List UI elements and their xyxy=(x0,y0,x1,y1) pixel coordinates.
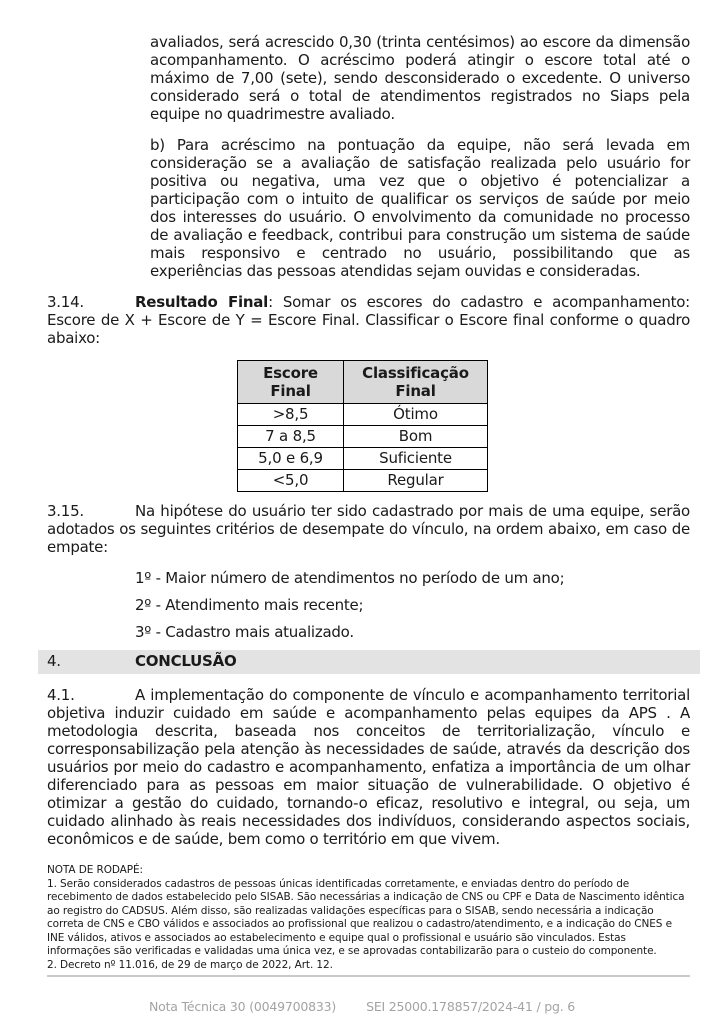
list-item: 2º - Atendimento mais recente; xyxy=(135,596,364,614)
item-3-15 xyxy=(47,502,690,556)
item-4-1-text: A implementação do componente de vínculo e acompanhamento territorial objetiva induzir cuidado em saúde e acompanhamento pelas equipes da APS . A metodologia descrita, baseada nos conceitos de territorialização, vínculo e corresponsabilização pela atenção às necessidades de saúde, através da descrição dos usuários por meio do cadastro e acompanhamento, enfatiza a importância de um olhar diferenciado para as pessoas em maior situação de vulnerabilidade. O objetivo é otimizar a gestão do cuidado, tornando-o eficaz, resolutivo e integral, ou seja, um cuidado alinhado às reais necessidades dos indivíduos, considerando aspectos sociais, econômicos e de saúde, bem como o território em que vivem. xyxy=(47,686,690,848)
item-3-14-text: : Somar os escores do cadastro e acompanhamento: Escore de X + Escore de Y = Escore Final. Classificar o Escore final conforme o quadro abaixo: xyxy=(47,293,690,347)
item-3-14-lead: Resultado Final xyxy=(135,293,269,311)
table-cell-escore: >8,5 xyxy=(238,404,344,426)
paragraph-a-continuation: avaliados, será acrescido 0,30 (trinta centésimos) ao escore da dimensão acompanhamento. O acréscimo poderá atingir o escore total até o máximo de 7,00 (sete), sendo desconsiderado o excedente. O universo considerado será o total de atendimentos registrados no Siaps pela equipe no quadrimestre avaliado. xyxy=(150,33,690,123)
score-table-head xyxy=(238,361,488,404)
table-cell-escore: 5,0 e 6,9 xyxy=(238,448,344,470)
table-row xyxy=(238,426,488,448)
section-4-heading xyxy=(38,650,700,674)
paragraph-b: b) Para acréscimo na pontuação da equipe, não será levada em consideração se a avaliação de satisfação realizada pelo usuário for positiva ou negativa, uma vez que o objetivo é potencializar a participação com o intuito de qualificar os serviços de saúde por meio dos interesses do usuário. O envolvimento da comunidade no processo de avaliação e feedback, contribui para construção um sistema de saúde mais responsivo e centrado no usuário, possibilitando que as experiências das pessoas atendidas sejam ouvidas e consideradas. xyxy=(150,136,690,280)
item-4-1 xyxy=(47,686,690,848)
table-row xyxy=(238,404,488,426)
page-footer xyxy=(0,999,724,1014)
score-classification-table xyxy=(237,360,488,492)
item-3-15-number: 3.15. xyxy=(47,502,84,520)
item-3-15-text: Na hipótese do usuário ter sido cadastrado por mais de uma equipe, serão adotados os seguintes critérios de desempate do vínculo, na ordem abaixo, em caso de empate: xyxy=(47,502,690,556)
footer-document-reference: Nota Técnica 30 (0049700833) xyxy=(149,999,337,1014)
table-cell-classificacao: Ótimo xyxy=(344,404,488,426)
table-cell-escore: 7 a 8,5 xyxy=(238,426,344,448)
footnotes-title: NOTA DE RODAPÉ: xyxy=(47,864,143,876)
item-3-14-number: 3.14. xyxy=(47,293,84,311)
footnote-1: 1. Serão considerados cadastros de pessoas únicas identificadas corretamente, e enviadas dentro do período de recebimento de dados estabelecido pelo SISAB. São necessárias a indicação de CNS ou CPF e Data de Nascimento idêntica ao registro do CADSUS. Além disso, são realizadas validações específicas para o SISAB, sendo necessária a indicação correta de CNS e CBO válidos e associados ao profissional que realizou o cadastro/atendimento, e a indicação do CNES e INE válidos, ativos e associados ao estabelecimento e equipe qual o profissional e usuário são vinculados. Estas informações são verificadas e validadas uma única vez, e se aprovadas contabilizarão para o custeio do componente. xyxy=(47,877,685,957)
item-3-14 xyxy=(47,293,690,347)
table-cell-escore: <5,0 xyxy=(238,470,344,492)
section-4-title: CONCLUSÃO xyxy=(135,652,237,670)
item-4-1-number: 4.1. xyxy=(47,686,75,704)
tiebreaker-list xyxy=(47,569,690,641)
footnotes-block xyxy=(47,864,690,977)
footnote-2: 2. Decreto nº 11.016, de 29 de março de 2022, Art. 12. xyxy=(47,958,333,971)
footer-sei-reference: SEI 25000.178857/2024-41 / pg. 6 xyxy=(366,999,575,1014)
table-cell-classificacao: Suficiente xyxy=(344,448,488,470)
table-header-row xyxy=(238,361,488,404)
document-content xyxy=(47,33,690,977)
list-item: 1º - Maior número de atendimentos no período de um ano; xyxy=(135,569,565,587)
table-cell-classificacao: Bom xyxy=(344,426,488,448)
table-header-escore-final: Escore Final xyxy=(238,361,344,404)
table-cell-classificacao: Regular xyxy=(344,470,488,492)
table-header-classificacao-final: Classificação Final xyxy=(344,361,488,404)
list-item: 3º - Cadastro mais atualizado. xyxy=(135,623,354,641)
table-row xyxy=(238,470,488,492)
score-table-body xyxy=(238,404,488,492)
section-4-number: 4. xyxy=(47,652,61,670)
table-row xyxy=(238,448,488,470)
